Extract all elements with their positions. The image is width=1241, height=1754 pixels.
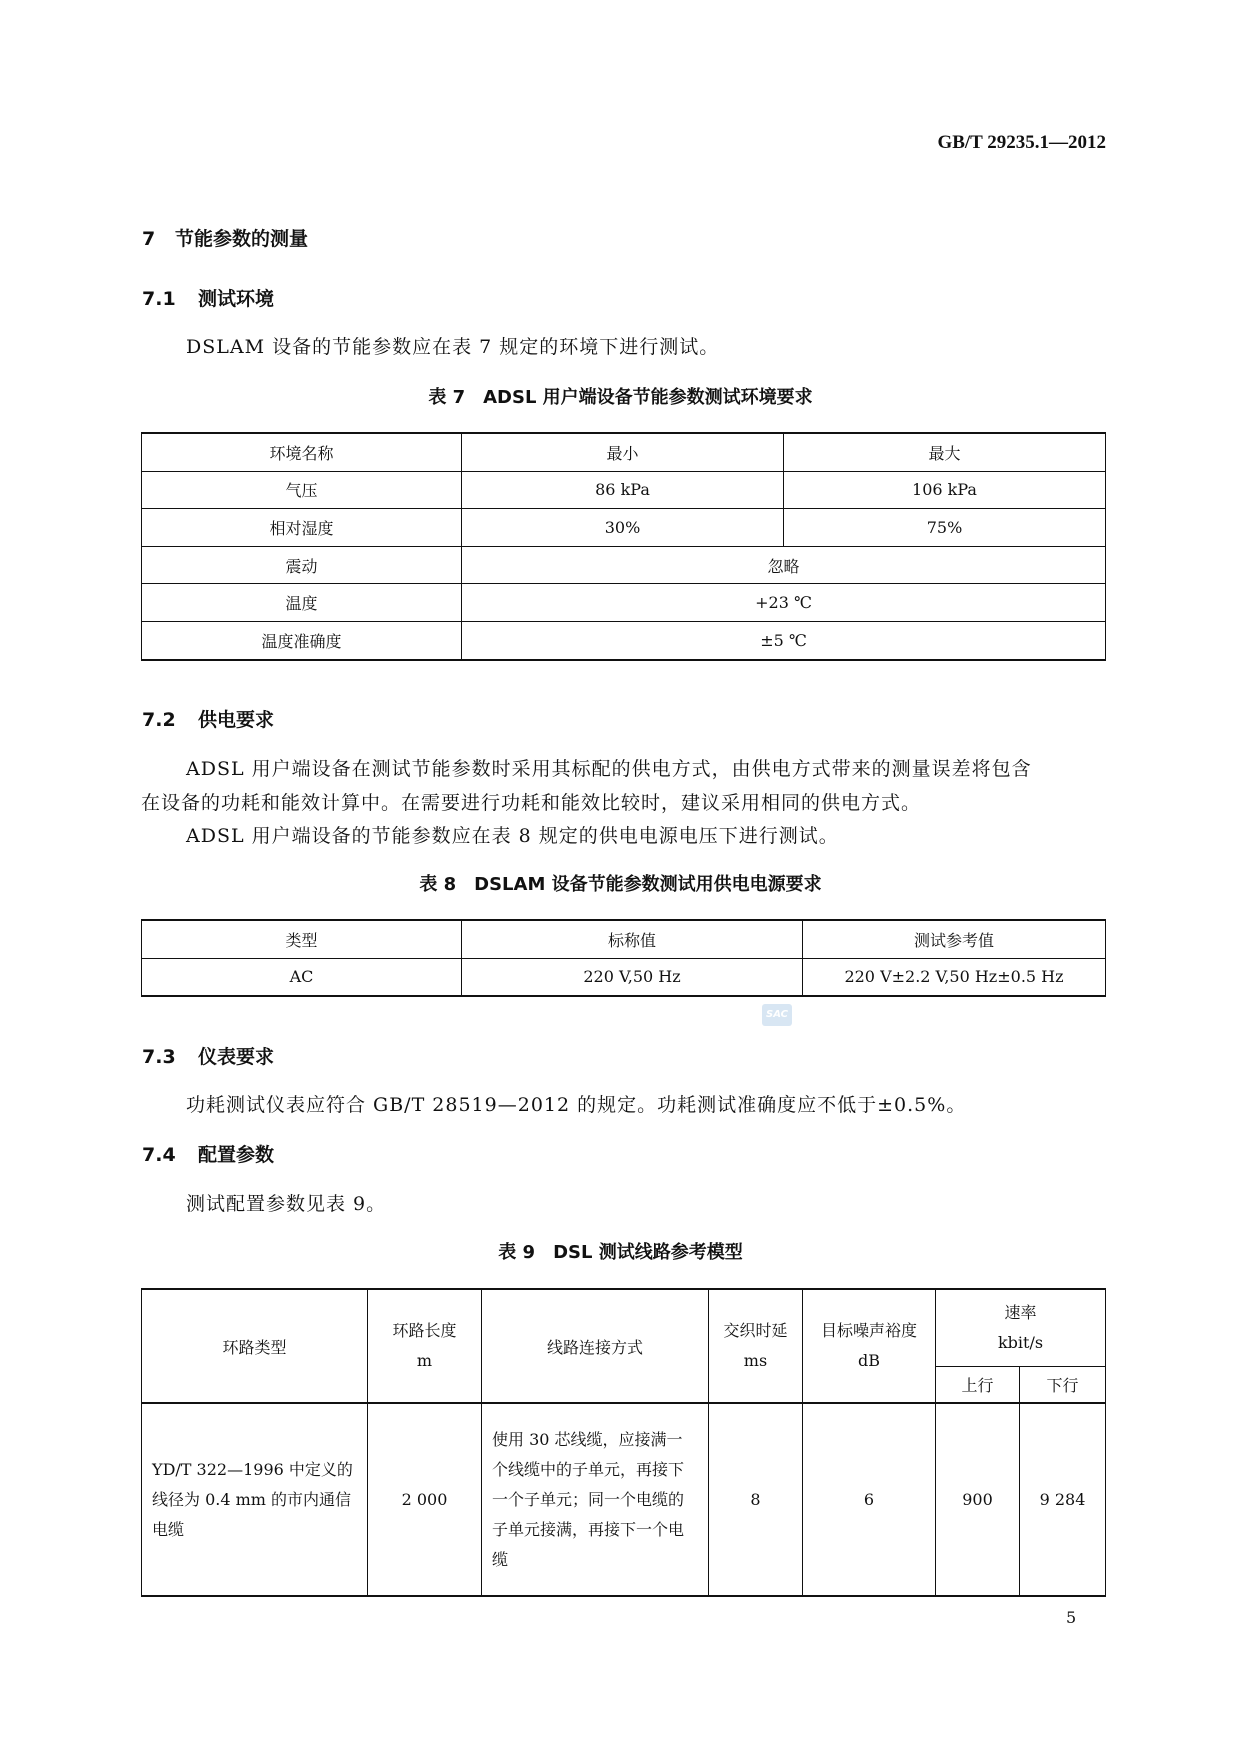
table-cell: 30% [462, 509, 784, 547]
section-title: 配置参数 [198, 1144, 275, 1166]
table-cell: 相对湿度 [142, 509, 462, 547]
table-7-caption: 表 7 ADSL 用户端设备节能参数测试环境要求 [428, 387, 813, 408]
table-header-cell: 最大 [784, 433, 1106, 471]
header-label: 速率 [1004, 1302, 1037, 1322]
table-row [142, 621, 1106, 659]
table-cell: 8 [709, 1403, 803, 1596]
section-title: 仪表要求 [198, 1046, 275, 1068]
table-header-cell: 类型 [142, 920, 462, 958]
table-8 [141, 919, 1106, 997]
table-cell: 9 284 [1020, 1403, 1106, 1596]
table-cell: 温度 [142, 584, 462, 622]
table-9-caption: 表 9 DSL 测试线路参考模型 [498, 1242, 743, 1263]
table-row [142, 958, 1106, 996]
section-7-heading [142, 224, 308, 251]
section-title: 测试环境 [198, 288, 275, 310]
table-row [142, 509, 1106, 547]
section-number: 7.1 [142, 288, 176, 310]
table-cell: 气压 [142, 471, 462, 509]
table-header-cell: 下行 [1020, 1366, 1106, 1403]
table-7 [141, 432, 1106, 661]
table-header-cell [803, 1289, 936, 1403]
header-label: 交织时延 [723, 1321, 788, 1340]
section-number: 7 [142, 228, 156, 250]
table-cell: 6 [803, 1403, 936, 1596]
section-number: 7.2 [142, 709, 176, 731]
header-unit: m [416, 1351, 433, 1370]
table-8-caption: 表 8 DSLAM 设备节能参数测试用供电电源要求 [419, 874, 822, 895]
header-unit: kbit/s [997, 1332, 1044, 1352]
table-cell: AC [142, 958, 462, 996]
table-header-row [142, 433, 1106, 471]
table-header-cell [709, 1289, 803, 1403]
table-row [142, 471, 1106, 509]
paragraph: 功耗测试仪表应符合 GB/T 28519—2012 的规定。功耗测试准确度应不低于±0.5%。 [186, 1094, 967, 1116]
table-cell: ±5 ℃ [462, 621, 1106, 659]
paragraph-continued: 在设备的功耗和能效计算中。在需要进行功耗和能效比较时，建议采用相同的供电方式。 [141, 792, 922, 814]
sac-watermark-logo: SAC [762, 1004, 792, 1026]
table-header-cell: 线路连接方式 [482, 1289, 709, 1403]
section-number: 7.4 [142, 1144, 176, 1166]
table-header-cell: 环路类型 [142, 1289, 368, 1403]
table-cell: +23 ℃ [462, 584, 1106, 622]
section-number: 7.3 [142, 1046, 176, 1068]
table-cell: YD/T 322—1996 中定义的线径为 0.4 mm 的市内通信电缆 [142, 1403, 368, 1596]
header-label: 环路长度 [392, 1321, 457, 1340]
table-header-row [142, 1289, 1106, 1366]
table-cell: 220 V,50 Hz [462, 958, 803, 996]
table-row [142, 584, 1106, 622]
table-cell: 使用 30 芯线缆，应接满一个线缆中的子单元，再接下一个子单元；同一个电缆的子单元接满，再接下一个电缆 [482, 1403, 709, 1596]
header-unit: ms [743, 1351, 768, 1370]
table-cell: 86 kPa [462, 471, 784, 509]
table-header-row [142, 920, 1106, 958]
header-label: 目标噪声裕度 [820, 1321, 917, 1340]
table-header-cell: 上行 [936, 1366, 1020, 1403]
table-header-cell: 标称值 [462, 920, 803, 958]
table-header-cell: 环境名称 [142, 433, 462, 471]
section-7-3-heading [142, 1042, 274, 1069]
table-header-cell [368, 1289, 482, 1403]
paragraph: 测试配置参数见表 9。 [186, 1193, 387, 1215]
page-number: 5 [1066, 1608, 1077, 1627]
table-row [142, 546, 1106, 584]
table-9 [141, 1288, 1106, 1597]
table-header-cell: 测试参考值 [803, 920, 1106, 958]
section-7-2-heading [142, 705, 274, 732]
table-cell: 震动 [142, 546, 462, 584]
table-header-cell [936, 1289, 1106, 1366]
table-cell: 2 000 [368, 1403, 482, 1596]
table-cell: 75% [784, 509, 1106, 547]
table-cell: 忽略 [462, 546, 1106, 584]
table-cell: 900 [936, 1403, 1020, 1596]
table-row [142, 1403, 1106, 1596]
table-cell: 220 V±2.2 V,50 Hz±0.5 Hz [803, 958, 1106, 996]
paragraph: ADSL 用户端设备在测试节能参数时采用其标配的供电方式，由供电方式带来的测量误差将包含 [186, 758, 1032, 780]
section-title: 供电要求 [198, 709, 275, 731]
table-cell: 温度准确度 [142, 621, 462, 659]
paragraph: DSLAM 设备的节能参数应在表 7 规定的环境下进行测试。 [186, 336, 720, 358]
paragraph: ADSL 用户端设备的节能参数应在表 8 规定的供电电源电压下进行测试。 [186, 825, 839, 847]
section-7-1-heading [142, 284, 274, 311]
header-unit: dB [858, 1351, 880, 1370]
table-cell: 106 kPa [784, 471, 1106, 509]
document-header: GB/T 29235.1—2012 [937, 132, 1106, 153]
table-header-cell: 最小 [462, 433, 784, 471]
section-title: 节能参数的测量 [175, 228, 309, 250]
section-7-4-heading [142, 1140, 274, 1167]
